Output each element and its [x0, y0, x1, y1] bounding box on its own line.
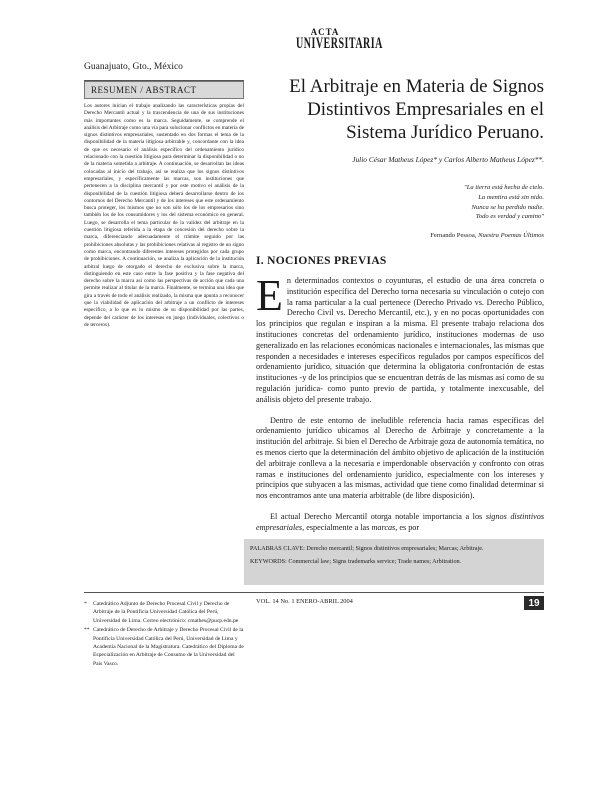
epigraph	[330, 183, 544, 222]
logo-line-1: ACTA	[310, 27, 340, 37]
footer-rule	[84, 592, 544, 593]
keywords-en	[250, 557, 538, 566]
page-number: 19	[524, 596, 544, 610]
article-authors: Julio César Matheus López* y Carlos Alberto Matheus López**.	[352, 155, 544, 164]
footnote-1	[84, 600, 244, 625]
epigraph-source	[300, 232, 544, 239]
epigraph-author: Fernando Pessoa,	[430, 232, 477, 239]
paragraph-text: , es por	[395, 522, 420, 532]
footnote-text: Catedrático Adjunto de Derecho Procesal Civil y Derecho de Arbitraje de la Pontificia Universidad Católica del Perú, Universidad de Lima. Correo electrónico: cmathes@pucp.edu.pe	[93, 601, 239, 624]
article-body	[256, 276, 544, 538]
abstract-heading-label: RESUMEN / ABSTRACT	[91, 85, 197, 95]
footnote-text: Catedrático de Derecho de Arbitraje y Derecho Procesal Civil de la Pontificia Universidad Católica del Perú, Universidad de Lima y Academia Nacional de la Magistratura. Catedrático del Diploma de Especialización en Arbitraje de Consumo de la Universidad del País Vasco.	[93, 627, 244, 667]
italic-term: marcas	[371, 522, 396, 532]
footnotes	[84, 600, 244, 669]
logo-line-2: UNIVERSITARIA	[296, 35, 383, 53]
footnote-mark: **	[84, 627, 90, 634]
paragraph-text: n determinados contextos o coyunturas, el estudio de una área concreta o institución específica del Derecho torna necesaria su vinculación o cotejo con la rama particular a la cual pertenece (Derecho Privado vs. Derecho Público, Derecho Civil vs. Derecho Mercantil, etc.), y en no pocas oportunidades con los principios que regulan e inspiran a la misma. El presente trabajo relaciona dos instituciones concretas del ordenamiento jurídico, instituciones modernas de uso generalizado en las relaciones económicas nacionales e internacionales, las mismas que responden a necesidades e intereses específicos regulados por campos específicos del ordenamiento jurídico, situación que determina la obligatoria confrontación de estas instituciones -y de los principios que se encuentran detrás de las mismas así como de su regulación jurídica- como punto previo de partida, y totalmente inexcusable, del análisis objeto del presente trabajo.	[256, 276, 544, 404]
keywords-es-label: PALABRAS CLAVE:	[250, 545, 305, 552]
footnote-mark: *	[84, 601, 87, 607]
body-paragraph-2: Dentro de este entorno de ineludible referencia hacia ramas específicas del ordenamiento jurídico ubicamos al Derecho de Arbitraje y concretamente a la institución del arbitraje. Si bien el Derecho de Arbitraje goza de autonomía temática, no es menos cierto que la determinación del ámbito objetivo de aplicación de la institución del arbitraje conlleva a la necesaria e imperdonable observación y confronto con otras ramas e instituciones del ordenamiento jurídico, especialmente con los intereses y principios que subyacen a las mismas, actividad que tiene como finalidad determinar si nos encontramos ante una materia arbitrable (de libre disposición).	[256, 415, 544, 501]
location-header: Guanajuato, Gto., México	[84, 62, 183, 72]
keywords-es-text: Derecho mercantil; Signos distintivos empresariales; Marcas; Arbitraje.	[306, 545, 484, 552]
keywords-box	[244, 539, 544, 585]
paragraph-text: El actual Derecho Mercantil otorga notable importancia a los	[270, 511, 483, 521]
section-heading: I. NOCIONES PREVIAS	[256, 255, 387, 267]
epigraph-line: "La tierra está hecha de cielo.	[463, 184, 544, 191]
drop-cap: E	[256, 276, 283, 320]
epigraph-work: Nuestra Poemas Últimos	[478, 232, 544, 239]
epigraph-line: Nunca se ha perdido nadie.	[471, 203, 544, 211]
abstract-heading	[84, 81, 244, 99]
footnote-2	[84, 626, 244, 668]
italic-term: signos distintivos empresariales	[256, 511, 544, 532]
keywords-es	[250, 544, 538, 553]
article-title: El Arbitraje en Materia de Signos Distintivos Empresariales en el Sistema Jurídico Peruano.	[289, 76, 544, 143]
journal-issue: VOL. 14 No. 1 ENERO-ABRIL 2004	[256, 598, 353, 605]
body-paragraph-1	[256, 276, 544, 406]
journal-logo	[296, 27, 383, 53]
paragraph-text: , especialmente a las	[302, 522, 370, 532]
keywords-en-text: Commercial law; Signs trademarks service; Trade names; Arbitration.	[288, 558, 462, 565]
epigraph-line: Todo es verdad y camino"	[475, 213, 544, 221]
body-paragraph-3	[256, 512, 544, 534]
keywords-en-label: KEYWORDS:	[250, 558, 287, 565]
abstract-text: Los autores inician el trabajo analizando las características propias del Derecho Mercantil actual y la trascendencia de una de sus instituciones más importantes como es la marca. Seguidamente, se comprende el análisis del Arbitraje como una vía para solucionar conflictos en materia de signos distintivos empresariales, sustentado en dos formas el tema de la disponibilidad de la materia litigiosa arbitrable y, concordante con la idea de que es necesario el análisis específico del ordenamiento jurídico relacionado con la cuestión litigiosa para determinar la disponibilidad o no de la materia sometida a arbitraje. A continuación, se desarrollan las ideas colocadas al inicio del trabajo, así se realiza que los signos distintivos empresariales, y específicamente las marcas, son instituciones que pertenecen a la disciplina mercantil y por este motivo el análisis de la disponibilidad de la cuestión litigiosa deberá desarrollarse dentro de los contornos del Derecho Mercantil y de los intereses que este ordenamiento busca proteger, los mismos que no son sólo los de los empresarios sino también los de los consumidores y los del sistema económico en general. Luego, se desarrolla el tema particular de la validez del arbitraje en la cuestión litigiosa referida a la etapa de concesión del derecho sobre la marca, diferenciando adecuadamente el trámite seguido por las prohibiciones absolutas y las prohibiciones relativas al registro de un signo como marca, encontrando diferentes intereses protegidos por cada grupo de prohibiciones. A continuación, se analiza la aplicación de la institución arbitral luego de otorgado el derecho de exclusiva sobre la marca, distinguiendo en este caso entre la fase positiva y la fase negativa del derecho sobre la marca así como las perspectivas de acción que cada una permite realizar al titular de la marca. Finalmente, se termina una idea que gira a través de todo el análisis realizado, la misma que apunta a reconocer que la viabilidad de aplicación del arbitraje a un conflicto de intereses específico, a lo que es lo mismo de su disponibilidad por las partes, depende del carácter de los intereses en juego (individuales, colectivos o de terceros).	[84, 103, 244, 328]
epigraph-line: La mentira está sin nido.	[478, 193, 544, 201]
